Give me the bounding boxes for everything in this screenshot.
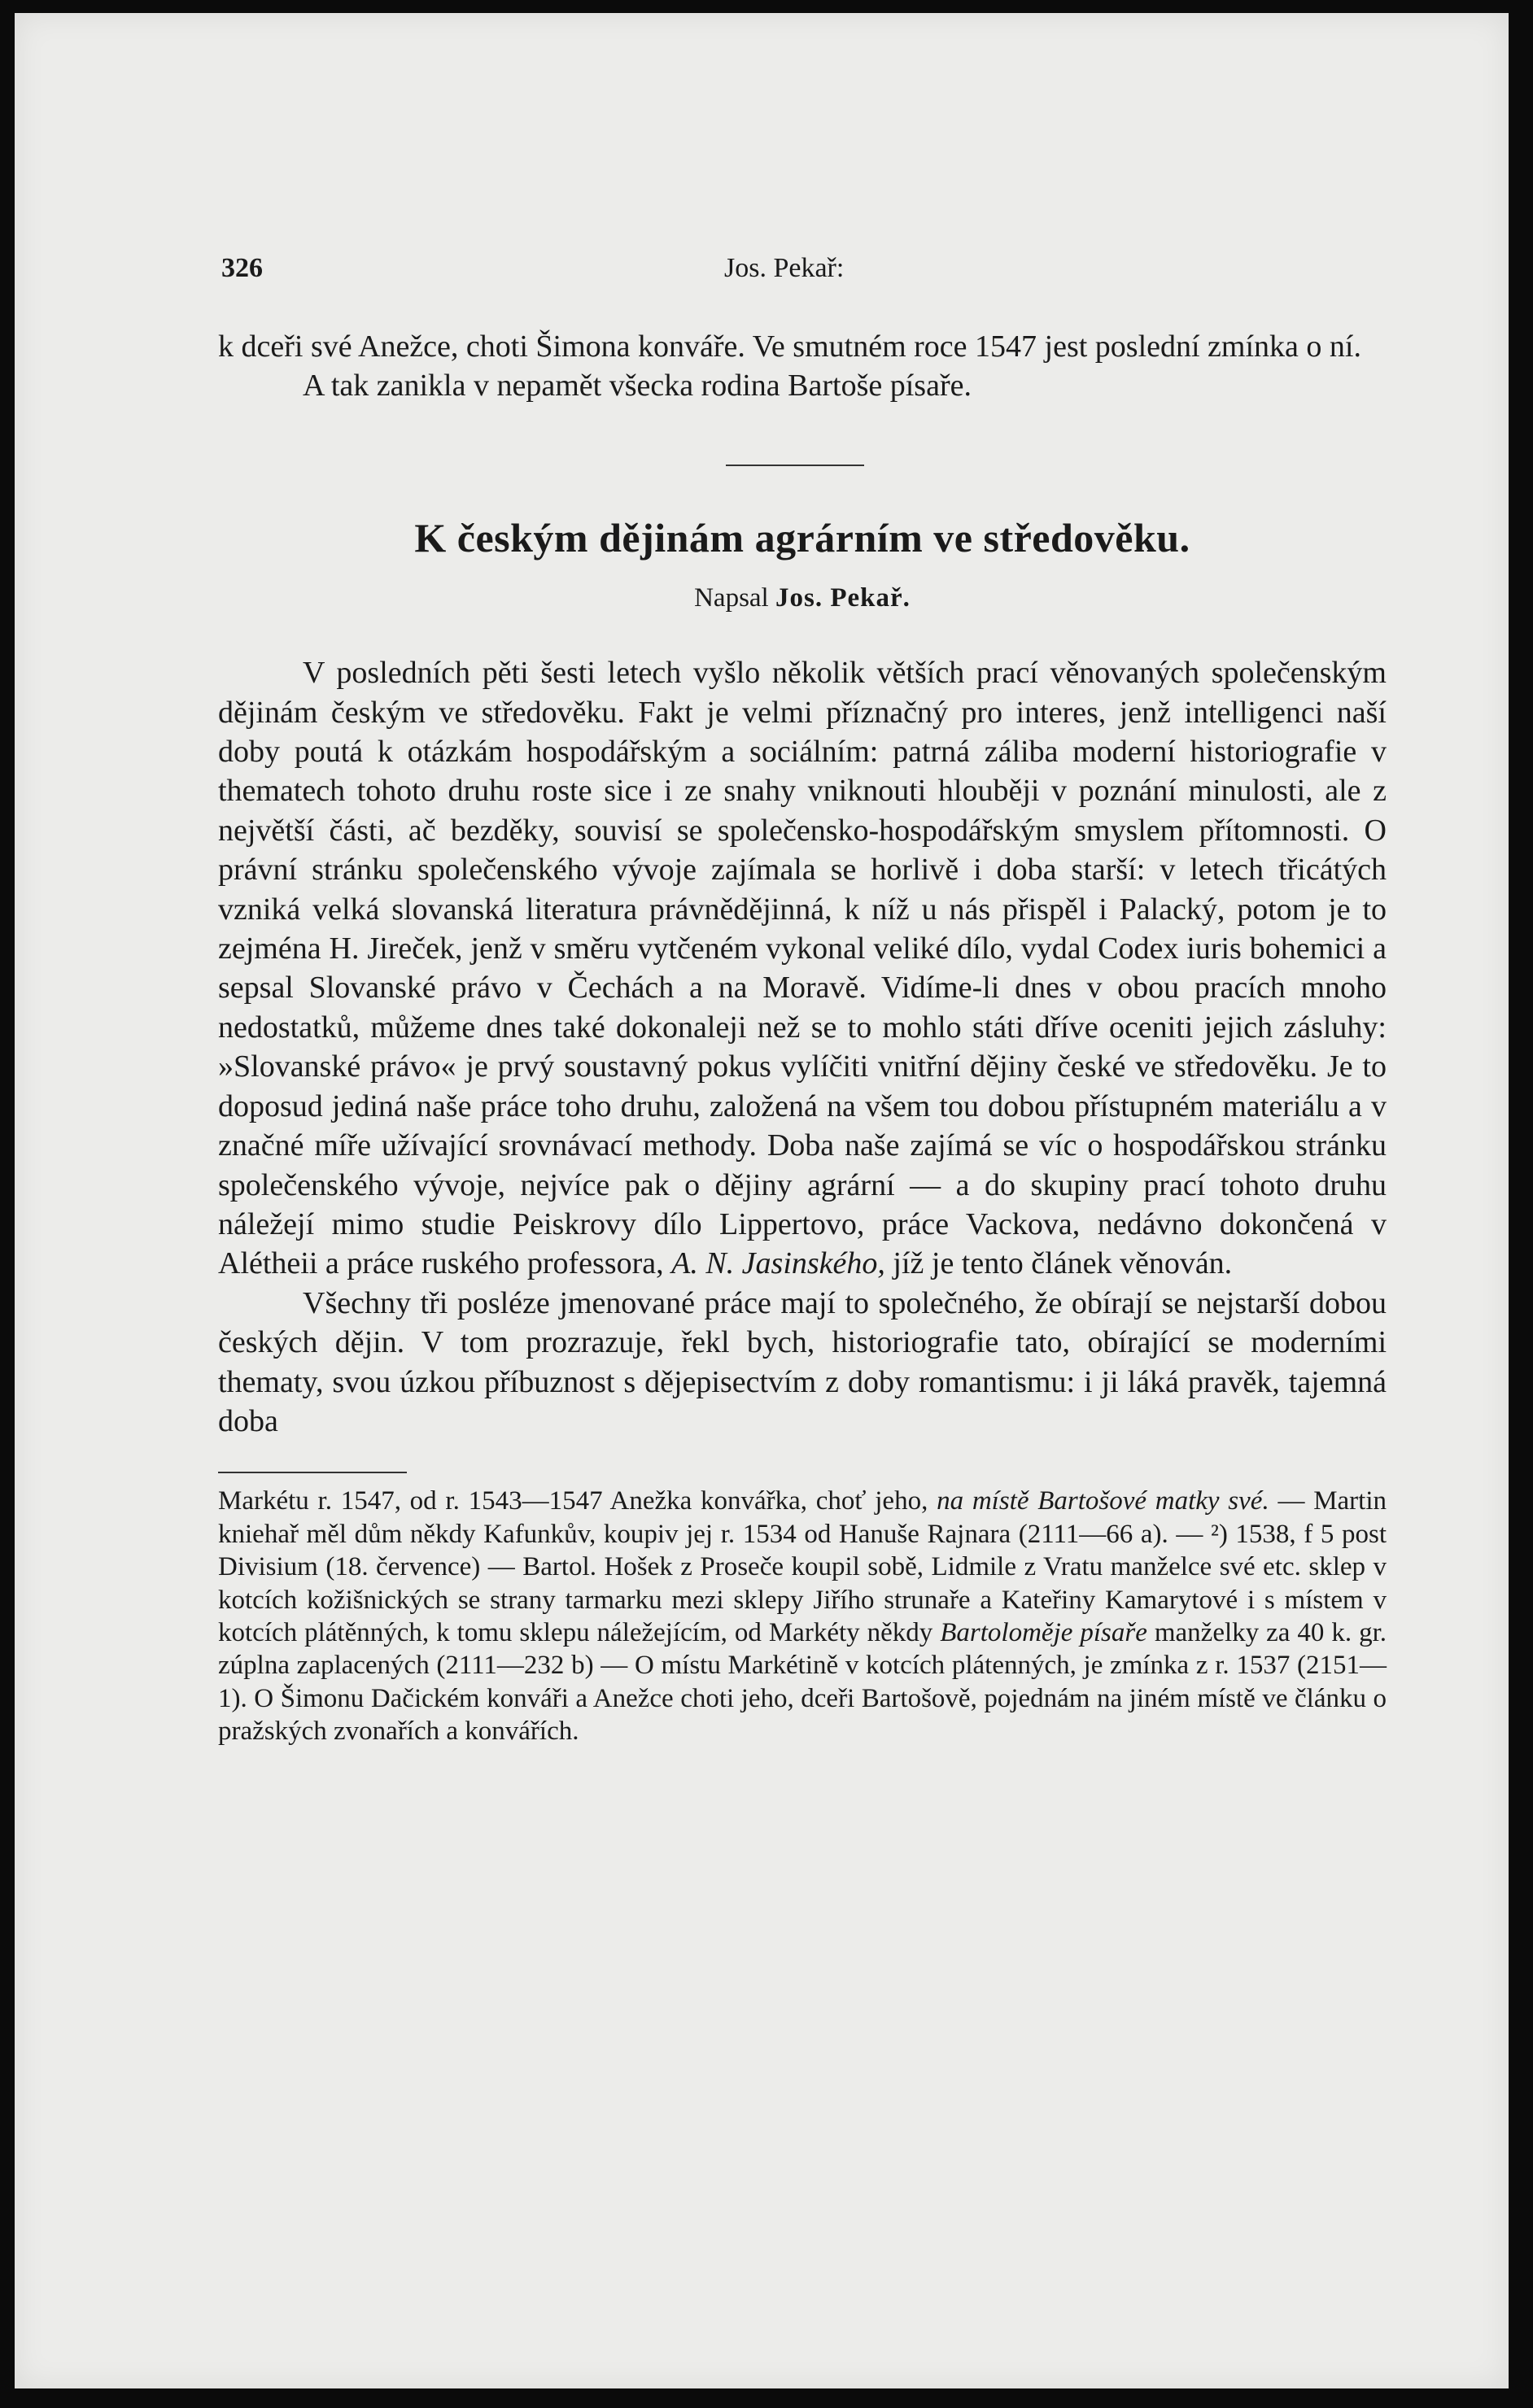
footnote-part-1: Markétu r. 1547, od r. 1543—1547 Anežka konvářka, choť jeho, — [218, 1486, 928, 1516]
body-paragraph-1-text: V posledních pěti šesti letech vyšlo několik větších prací věnovaných společenským dějinám českým ve středověku. Fakt je velmi příznačný pro interes, jenž intelligenci naší doby poutá k otázkám hospodářským a sociálním: patrná záliba moderní historiografie v thematech tohoto druhu roste sice i ze snahy vniknouti hlouběji v poznání minulosti, ale z největší části, ač bezděky, souvisí se společensko-hospodářským smyslem přítomnosti. O právní stránku společenského vývoje zajímala se horlivě i doba starší: v letech třicátých vzniká velká slovanská literatura právnědějinná, k níž u nás přispěl i Palacký, potom je to zejména H. Jireček, jenž v směru vytčeném vykonal veliké dílo, vydal Codex iuris bohemici a sepsal Slovanské právo v Čechách a na Moravě. Vidíme-li dnes v obou pracích mnoho nedostatků, můžeme dnes také dokonaleji než se to mohlo státi dříve oceniti jejich zásluhy: »Slovanské právo« je prvý soustavný pokus vylíčiti vnitřní dějiny české ve středověku. Je to doposud jediná naše práce toho druhu, založená na všem tou dobou přístupném materiálu a v značné míře užívající srovnávací methody. Doba naše zajímá se víc o hospodářskou stránku společenského vývoje, nejvíce pak o dějiny agrární — a do skupiny prací tohoto druhu náležejí mimo studie Peiskrovy dílo Lippertovo, práce Vackova, nedávno dokončená v Alétheii a práce ruského professora, — [218, 656, 1387, 1281]
article-byline — [218, 578, 1387, 617]
article-title: K českým dějinám agrárním ve středověku. — [414, 514, 1190, 561]
book-page — [15, 13, 1509, 2388]
top-closing-paragraph: A tak zanikla v nepamět všecka rodina Bartoše písaře. — [303, 369, 972, 404]
footnote-rule — [218, 1472, 407, 1473]
footnote-italic-1: na místě Bartošové matky své. — [937, 1486, 1269, 1516]
page-number: 326 — [221, 253, 263, 283]
author-reference: A. N. Jasinského, — [671, 1246, 885, 1281]
body-paragraph-2: Všechny tři posléze jmenované práce mají to společného, že obírají se nejstarší dobou českých dějin. V tom prozrazuje, řekl bych, historiografie tato, obírající se moderními thematy, svou úzkou příbuznost s dějepisectvím z doby romantismu: i ji láká pravěk, tajemná doba — [218, 1285, 1387, 1438]
byline-author: Jos. Pekař. — [775, 582, 911, 613]
byline-prefix: Napsal — [694, 582, 769, 613]
running-title: Jos. Pekař: — [724, 253, 845, 283]
footnote-part-2: — Martin kniehař měl dům někdy Kafunkův, koupiv jej r. 1534 od Hanuše Rajnara (2111—66 a). — ²) 1538, f 5 post Divisium (18. července) — Bartol. Hošek z Proseče koupil sobě, Lidmile z Vratu manželce své etc. sklep v kotcích kožišnických se strany tarmarku mezi sklepy Jiřího strunaře a Kateřiny Kamarytové i s místem v kotcích plátěnných, k tomu sklepu náležejícím, od Markéty někdy — [218, 1486, 1387, 1647]
running-head — [218, 249, 1387, 294]
footnote — [218, 1485, 1387, 1747]
footnote-italic-2: Bartoloměje písaře — [940, 1617, 1147, 1647]
top-paragraph: k dceři své Anežce, choti Šimona konváře. Ve smutném roce 1547 jest poslední zmínka o ní. — [218, 329, 1361, 364]
section-separator — [726, 465, 864, 466]
footnote-part-3: manželky za 40 k. gr. zúplna zaplacených (2111—232 b) — O místu Markétině v kotcích plátenných, je zmínka z r. 1537 (2151—1). O Šimonu Dačickém konváři a Anežce choti jeho, dceři Bartošově, pojednám na jiném místě ve článku o pražských zvonařích a konvářích. — [218, 1617, 1387, 1747]
page-content — [218, 249, 1387, 1748]
body-paragraph-1-end: jíž je tento článek věnován. — [893, 1246, 1233, 1281]
body-paragraph-1 — [218, 653, 1387, 1284]
